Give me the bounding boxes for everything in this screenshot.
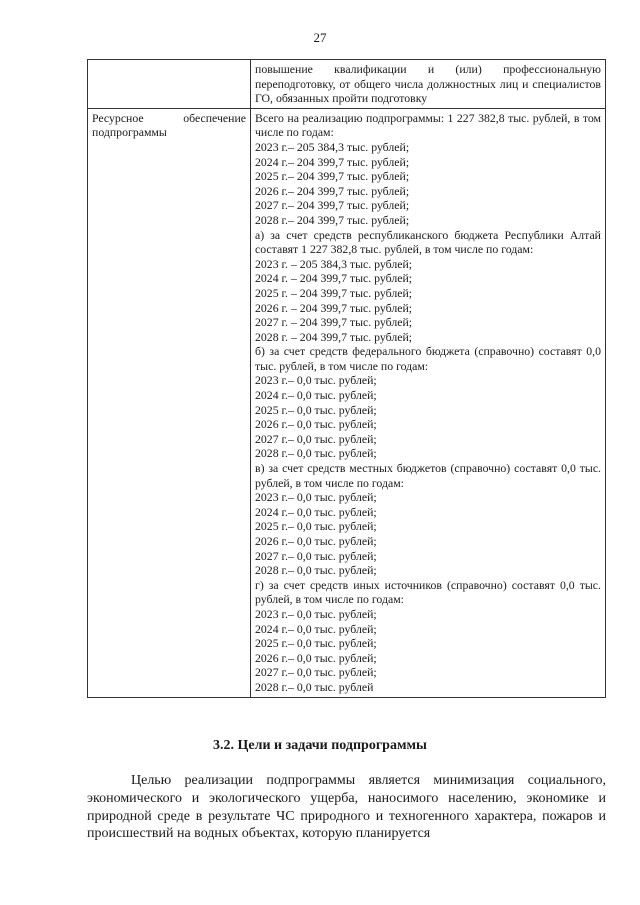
year-line: 2024 г.– 0,0 тыс. рублей; [255, 504, 377, 519]
funding-other-years [255, 607, 601, 695]
year-line: 2026 г.– 0,0 тыс. рублей; [255, 650, 377, 665]
year-line: 2025 г.– 0,0 тыс. рублей; [255, 636, 377, 651]
year-line: 2024 г.– 0,0 тыс. рублей; [255, 388, 377, 403]
year-line: 2026 г. – 204 399,7 тыс. рублей; [255, 300, 413, 315]
page-number: 27 [313, 30, 327, 45]
year-line: 2026 г.– 0,0 тыс. рублей; [255, 417, 377, 432]
year-line: 2028 г.– 204 399,7 тыс. рублей; [255, 212, 410, 227]
resource-label-cell: Ресурсное обеспечение подпрограммы [88, 108, 251, 697]
funding-total: Всего на реализацию подпрограммы: 1 227 382,8 тыс. рублей, в том числе по годам: [255, 110, 601, 140]
table-row [88, 60, 606, 109]
funding-total-years [255, 140, 601, 228]
year-line: 2025 г.– 0,0 тыс. рублей; [255, 519, 377, 534]
funding-republic-years [255, 257, 601, 345]
funding-republic: а) за счет средств республиканского бюджета Республики Алтай составят 1 227 382,8 тыс. рублей, в том числе по годам: [255, 227, 601, 257]
subprogram-passport-table [87, 59, 606, 698]
year-line: 2024 г.– 204 399,7 тыс. рублей; [255, 154, 410, 169]
year-line: 2028 г. – 204 399,7 тыс. рублей; [255, 329, 413, 344]
funding-federal-years [255, 373, 601, 461]
year-line: 2024 г.– 0,0 тыс. рублей; [255, 621, 377, 636]
row1-right-cell: повышение квалификации и (или) профессиональную переподготовку, от общего числа должностных лиц и специалистов ГО, обязанных пройти подготовку [251, 60, 606, 109]
year-line: 2027 г.– 0,0 тыс. рублей; [255, 548, 377, 563]
funding-local: в) за счет средств местных бюджетов (справочно) составят 0,0 тыс. рублей, в том числе по годам: [255, 461, 601, 490]
section-heading: 3.2. Цели и задачи подпрограммы [213, 738, 427, 753]
year-line: 2027 г.– 0,0 тыс. рублей; [255, 665, 377, 680]
resource-value-cell [251, 108, 606, 697]
year-line: 2023 г.– 0,0 тыс. рублей; [255, 606, 377, 621]
table-row [88, 108, 606, 697]
year-line: 2028 г.– 0,0 тыс. рублей; [255, 446, 377, 461]
year-line: 2025 г.– 0,0 тыс. рублей; [255, 402, 377, 417]
year-line: 2026 г.– 0,0 тыс. рублей; [255, 534, 377, 548]
funding-other: г) за счет средств иных источников (справочно) составят 0,0 тыс. рублей, в том числе по годам: [255, 577, 601, 607]
year-line: 2027 г.– 204 399,7 тыс. рублей; [255, 198, 410, 213]
year-line: 2023 г.– 0,0 тыс. рублей; [255, 490, 377, 505]
year-line: 2023 г.– 0,0 тыс. рублей; [255, 373, 377, 388]
year-line: 2025 г.– 204 399,7 тыс. рублей; [255, 169, 410, 184]
funding-federal: б) за счет средств федерального бюджета (справочно) составят 0,0 тыс. рублей, в том числе по годам: [255, 344, 601, 373]
body-paragraph: Целью реализации подпрограммы является минимизация социального, экономического и экологического ущерба, наносимого населению, экономике и природной среде в результате ЧС природного и техногенного характера, пожаров и происшествий на водных объектах, которую планируется [87, 773, 606, 842]
year-line: 2023 г. – 205 384,3 тыс. рублей; [255, 256, 413, 271]
year-line: 2027 г.– 0,0 тыс. рублей; [255, 431, 377, 446]
year-line: 2026 г.– 204 399,7 тыс. рублей; [255, 183, 410, 198]
year-line: 2028 г.– 0,0 тыс. рублей; [255, 563, 377, 578]
year-line: 2025 г. – 204 399,7 тыс. рублей; [255, 285, 413, 300]
row1-left-cell [88, 60, 251, 109]
year-line: 2024 г. – 204 399,7 тыс. рублей; [255, 271, 413, 286]
funding-local-years [255, 490, 601, 578]
year-line: 2027 г. – 204 399,7 тыс. рублей; [255, 315, 413, 330]
year-line: 2023 г.– 205 384,3 тыс. рублей; [255, 139, 410, 154]
year-line: 2028 г.– 0,0 тыс. рублей [255, 679, 374, 694]
